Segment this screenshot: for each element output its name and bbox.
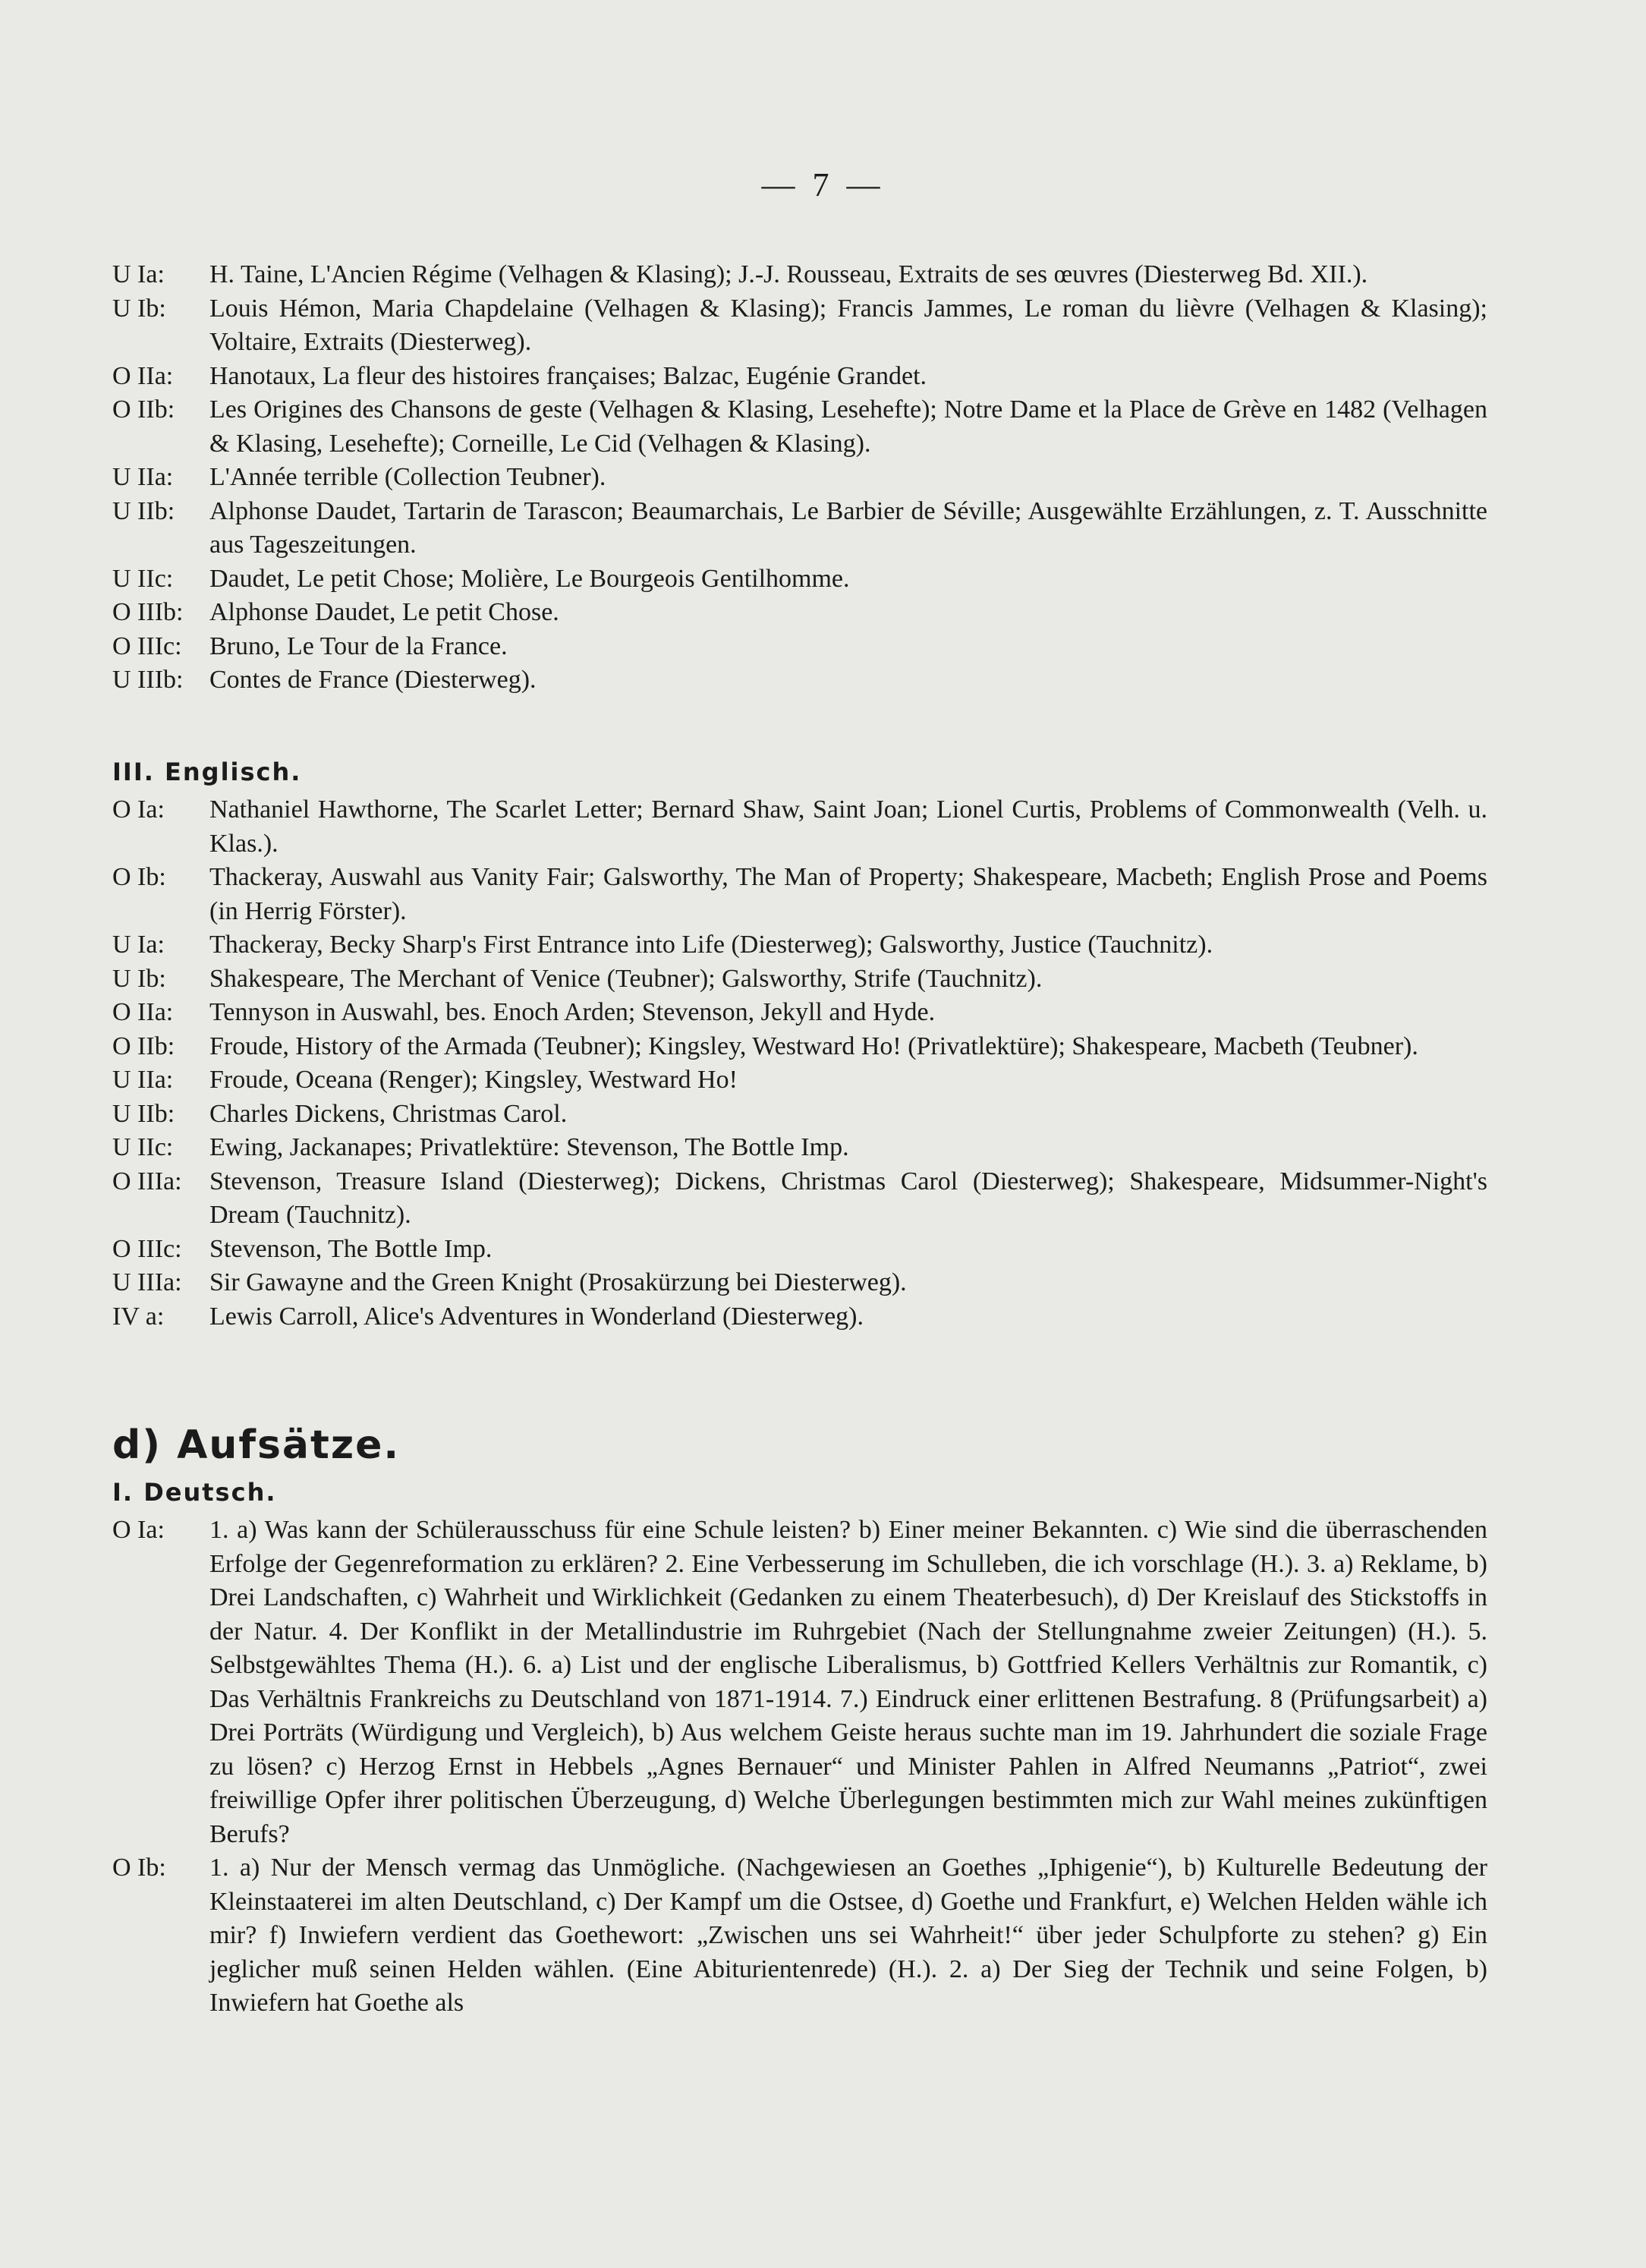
- list-item: [112, 495, 1487, 562]
- class-label: U IIIa:: [112, 1268, 182, 1296]
- entry-text: Froude, Oceana (Renger); Kingsley, Westward Ho!: [209, 1066, 738, 1094]
- entry-text: H. Taine, L'Ancien Régime (Velhagen & Klasing); J.-J. Rousseau, Extraits de ses œuvres (Diesterweg Bd. XII.).: [209, 260, 1368, 288]
- class-label: O Ib:: [112, 863, 166, 891]
- class-label: O IIa:: [112, 361, 174, 390]
- class-label: U Ia:: [112, 260, 165, 288]
- entry-text: Louis Hémon, Maria Chapdelaine (Velhagen & Klasing); Francis Jammes, Le roman du lièvre (Velhagen & Klasing); Voltaire, Extraits (Diesterweg).: [209, 294, 1487, 356]
- list-item: [112, 1266, 1487, 1300]
- englisch-list: [112, 793, 1487, 1334]
- class-label: U IIc:: [112, 1133, 174, 1161]
- class-label: U Ib:: [112, 964, 166, 993]
- class-label: O Ib:: [112, 1854, 166, 1882]
- page-number: — 7 —: [761, 166, 885, 203]
- list-item: [112, 596, 1487, 630]
- entry-text: Bruno, Le Tour de la France.: [209, 632, 508, 660]
- entry-text: Charles Dickens, Christmas Carol.: [209, 1099, 568, 1128]
- list-item: [112, 793, 1487, 861]
- entry-text: Stevenson, The Bottle Imp.: [209, 1234, 493, 1263]
- entry-text: Thackeray, Auswahl aus Vanity Fair; Galsworthy, The Man of Property; Shakespeare, Macbeth; English Prose and Poems (in Herrig Förster).: [209, 863, 1487, 925]
- entry-text: Lewis Carroll, Alice's Adventures in Wonderland (Diesterweg).: [209, 1302, 864, 1331]
- class-label: U IIb:: [112, 496, 175, 525]
- class-label: O Ia:: [112, 1516, 165, 1544]
- entry-text: 1. a) Nur der Mensch vermag das Unmögliche. (Nachgewiesen an Goethes „Iphigenie“), b) Kulturelle Bedeutung der Kleinstaaterei im alten Deutschland, c) Der Kampf um die Ostsee, d) Goethe und Frankfurt, e) Welchen Helden wähle ich mir? f) Inwiefern verdient das Goethewort: „Zwischen uns sei Wahrheit!“ über jeder Schulpforte zu stehen? g) Ein jeglicher muß seinen Helden wählen. (Eine Abiturientenrede) (H.). 2. a) Der Sieg der Technik und seine Folgen, b) Inwiefern hat Goethe als: [209, 1854, 1487, 2017]
- list-item: [112, 562, 1487, 597]
- entry-text: Sir Gawayne and the Green Knight (Prosakürzung bei Diesterweg).: [209, 1268, 907, 1296]
- list-item: [112, 962, 1487, 997]
- list-item: [112, 1851, 1487, 2021]
- list-item: [112, 360, 1487, 394]
- class-label: O IIIb:: [112, 598, 184, 626]
- class-label: U IIIb:: [112, 666, 184, 694]
- entry-text: Daudet, Le petit Chose; Molière, Le Bourgeois Gentilhomme.: [209, 564, 850, 593]
- class-label: O IIIc:: [112, 632, 182, 660]
- list-item: [112, 1233, 1487, 1267]
- englisch-section: [112, 755, 1487, 1334]
- list-item: [112, 861, 1487, 928]
- class-label: U IIb:: [112, 1099, 175, 1128]
- class-label: U IIa:: [112, 463, 174, 491]
- entry-text: Alphonse Daudet, Tartarin de Tarascon; Beaumarchais, Le Barbier de Séville; Ausgewählte Erzählungen, z. T. Ausschnitte aus Tageszeitungen.: [209, 496, 1487, 559]
- list-item: [112, 1098, 1487, 1132]
- aufsaetze-list: [112, 1514, 1487, 2021]
- list-item: [112, 1514, 1487, 1851]
- section-heading-aufsaetze: d) Aufsätze.: [112, 1422, 401, 1468]
- entry-text: Alphonse Daudet, Le petit Chose.: [209, 598, 559, 626]
- list-item: [112, 393, 1487, 461]
- class-label: O IIa:: [112, 998, 174, 1026]
- class-label: IV a:: [112, 1302, 165, 1331]
- class-label: U Ib:: [112, 294, 166, 323]
- entry-text: Contes de France (Diesterweg).: [209, 666, 537, 694]
- list-item: [112, 1165, 1487, 1233]
- entry-text: 1. a) Was kann der Schülerausschuss für eine Schule leisten? b) Einer meiner Bekannten. c) Wie sind die überraschenden Erfolge der Gegenreformation zu erklären? 2. Eine Verbesserung im Schulleben, die ich vorschlage (H.). 3. a) Reklame, b) Drei Landschaften, c) Wahrheit und Wirklichkeit (Gedanken zu einem Theaterbesuch), d) Der Kreislauf des Stickstoffs in der Natur. 4. Der Konflikt in der Metallindustrie im Ruhrgebiet (Nach der Stellungnahme zweier Zeitungen) (H.). 5. Selbstgewähltes Thema (H.). 6. a) List und der englische Liberalismus, b) Gottfried Kellers Verhältnis zur Romantik, c) Das Verhältnis Frankreichs zu Deutschland von 1871-1914. 7.) Eindruck einer erlittenen Bestrafung. 8 (Prüfungsarbeit) a) Drei Porträts (Würdigung und Vergleich), b) Aus welchem Geiste heraus suchte man im 19. Jahrhundert die soziale Frage zu lösen? c) Herzog Ernst in Hebbels „Agnes Bernauer“ und Minister Pahlen in Alfred Neumanns „Patriot“, zwei freiwillige Opfer ihrer politischen Überzeugung, d) Welche Überlegungen bestimmten mich zur Wahl meines zukünftigen Berufs?: [209, 1516, 1487, 1848]
- franzoesisch-list: [112, 258, 1487, 698]
- class-label: O Ia:: [112, 795, 165, 824]
- list-item: [112, 292, 1487, 360]
- entry-text: Tennyson in Auswahl, bes. Enoch Arden; Stevenson, Jekyll and Hyde.: [209, 998, 936, 1026]
- section-heading-englisch: III. Englisch.: [112, 758, 302, 786]
- entry-text: Nathaniel Hawthorne, The Scarlet Letter; Bernard Shaw, Saint Joan; Lionel Curtis, Problems of Commonwealth (Velh. u. Klas.).: [209, 795, 1487, 858]
- list-item: [112, 630, 1487, 664]
- entry-text: Stevenson, Treasure Island (Diesterweg); Dickens, Christmas Carol (Diesterweg); Shakespeare, Midsummer-Night's Dream (Tauchnitz).: [209, 1167, 1487, 1229]
- section-heading-deutsch: I. Deutsch.: [112, 1478, 277, 1507]
- list-item: [112, 1300, 1487, 1334]
- entry-text: Froude, History of the Armada (Teubner); Kingsley, Westward Ho! (Privatlektüre); Shakespeare, Macbeth (Teubner).: [209, 1032, 1418, 1060]
- list-item: [112, 461, 1487, 495]
- class-label: O IIb:: [112, 1032, 175, 1060]
- entry-text: Hanotaux, La fleur des histoires françaises; Balzac, Eugénie Grandet.: [209, 361, 927, 390]
- aufsaetze-section: [112, 1421, 1487, 2021]
- class-label: U IIa:: [112, 1066, 174, 1094]
- class-label: O IIIc:: [112, 1234, 182, 1263]
- entry-text: Thackeray, Becky Sharp's First Entrance into Life (Diesterweg); Galsworthy, Justice (Tauchnitz).: [209, 931, 1213, 959]
- class-label: U Ia:: [112, 931, 165, 959]
- class-label: O IIb:: [112, 395, 175, 424]
- list-item: [112, 996, 1487, 1030]
- entry-text: L'Année terrible (Collection Teubner).: [209, 463, 606, 491]
- class-label: U IIc:: [112, 564, 174, 593]
- list-item: [112, 258, 1487, 292]
- list-item: [112, 663, 1487, 698]
- entry-text: Ewing, Jackanapes; Privatlektüre: Stevenson, The Bottle Imp.: [209, 1133, 849, 1161]
- list-item: [112, 928, 1487, 962]
- list-item: [112, 1131, 1487, 1165]
- entry-text: Shakespeare, The Merchant of Venice (Teubner); Galsworthy, Strife (Tauchnitz).: [209, 964, 1043, 993]
- list-item: [112, 1030, 1487, 1064]
- class-label: O IIIa:: [112, 1167, 182, 1195]
- list-item: [112, 1063, 1487, 1098]
- entry-text: Les Origines des Chansons de geste (Velhagen & Klasing, Lesehefte); Notre Dame et la Place de Grève en 1482 (Velhagen & Klasing, Lesehefte); Corneille, Le Cid (Velhagen & Klasing).: [209, 395, 1487, 458]
